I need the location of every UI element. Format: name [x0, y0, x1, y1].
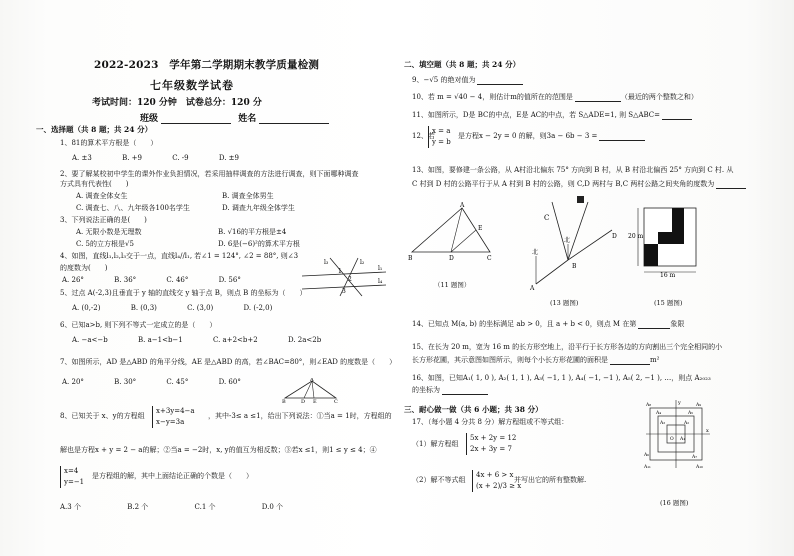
class-field	[140, 111, 329, 124]
label-l2: l₂	[360, 259, 365, 266]
segment-ae	[312, 381, 314, 398]
q8-sys2-eq2: y=−1	[64, 478, 85, 486]
q3-option-b: B. √16的平方根是±4	[218, 228, 287, 236]
label-a5: A₅	[688, 411, 694, 416]
q16-label: 的坐标为	[412, 386, 440, 394]
q10-label: 10、若 m = √40 − 4，则估计m的值所在的范围是	[412, 93, 573, 101]
marker-c-square	[577, 196, 584, 203]
section-choice-title: 一、选择题（共 8 题；共 24 分）	[36, 125, 153, 134]
section-fill-title: 二、填空题（共 8 题；共 24 分）	[404, 60, 521, 69]
q2-option-c: C. 调查七、八、九年级各100名学生	[76, 204, 190, 212]
name-label: 姓名	[238, 114, 257, 124]
q7-options	[62, 378, 269, 387]
label-a8: A₈	[646, 403, 652, 408]
q13-figure	[528, 196, 620, 292]
segment-ad	[451, 208, 462, 252]
label-l1: l₁	[378, 265, 383, 272]
q11-text	[412, 111, 692, 120]
q4-line1: 4、如图，直线l₁,l₂,l₃交于一点，直线l₄//l₁, 若∠1 = 124°, ∠2 = 88°, 则∠3	[60, 252, 299, 260]
option-b: B.2 个	[127, 503, 149, 511]
q8-options	[60, 503, 327, 512]
flower-bed-3	[644, 244, 658, 266]
label-l3: l₃	[324, 259, 329, 266]
exam-info: 考试时间：120 分钟 试卷总分：120 分	[92, 98, 262, 108]
q15-line1: 15、在长为 20 m，宽为 16 m 的长方形空地上，沿平行于长方形各边的方向割出三个完全相同的小	[412, 343, 723, 351]
q12-system	[428, 126, 451, 148]
option-a: A. 20°	[62, 378, 84, 386]
q15-line2	[412, 356, 659, 365]
label-north-a: 北	[532, 249, 539, 256]
q11-blank	[662, 112, 692, 120]
q12-rest	[458, 132, 645, 141]
q8-sys2-eq1: x=4	[64, 467, 79, 475]
label-d: D	[612, 233, 617, 240]
q3-option-a: A. 无限小数是无理数	[76, 228, 142, 236]
label-20m: 20 m	[628, 233, 644, 240]
q10-blank	[575, 94, 621, 102]
q15-figure	[628, 206, 700, 278]
q17-1-eq2: 2x + 3y = 7	[470, 445, 512, 453]
label-north-b: 北	[564, 237, 571, 244]
q2-option-d: D. 调查九年级全体学生	[222, 204, 295, 212]
option-d: D. 56°	[218, 276, 241, 284]
q16-blank	[442, 387, 488, 395]
label-b: B	[572, 263, 577, 270]
q15-label: 长方形花圃，其示意图如图所示，则每个小长方形花圃的面积是	[412, 356, 608, 364]
q2-option-a: A. 调查全体女生	[76, 192, 128, 200]
q12-label: 是方程x − 2y = 0 的解，则3a − 6b − 3 =	[458, 132, 598, 140]
label-a2: A₂	[684, 421, 690, 426]
q8-line2: 解也是方程x + y = 2 − a的解；②当a = −2时，x, y的值互为相反数；③若x ≤1，则1 ≤ y ≤ 4；④	[60, 446, 377, 454]
label-b: B	[282, 399, 286, 404]
label-d: D	[449, 255, 454, 262]
q17-2-label: （2）解不等式组	[412, 476, 466, 484]
label-a11: A₁₁	[644, 465, 651, 470]
q11-caption: （11 题图）	[434, 281, 471, 289]
option-d: D.0 个	[261, 503, 284, 511]
option-b: B. a−1<b−1	[138, 336, 183, 344]
option-c: C.1 个	[194, 503, 216, 511]
q10-text	[412, 93, 698, 102]
label-a6: A₆	[644, 453, 650, 458]
line-l3	[330, 258, 362, 296]
class-blank	[161, 114, 231, 124]
label-angle-1: 1	[338, 268, 342, 275]
q2-line1: 2、要了解某校初中学生的课外作业负担情况，若采用抽样调查的方法进行调查，则下面哪种调查	[60, 170, 359, 178]
label-e: E	[313, 399, 317, 404]
q3-option-c: C. 5的立方根是√5	[76, 240, 134, 248]
label-a10: A₁₀	[696, 465, 703, 470]
q17-1-eq1: 5x + 2y = 12	[470, 434, 517, 442]
label-16m: 16 m	[660, 272, 676, 278]
option-b: B. +9	[122, 154, 142, 162]
q13-label: C 村到 D 村的公路平行于从 A 村到 B 村的公路，则 C,D 两村与 B,C 两村公路之间夹角的度数为	[412, 180, 715, 188]
q8-system	[152, 406, 195, 428]
q17-2-eq1: 4x + 6 > x	[476, 471, 514, 479]
exam-title: 2022-2023 学年第二学期期末教学质量检测	[94, 59, 320, 71]
label-a: A	[530, 285, 535, 292]
option-a: A. ±3	[72, 154, 92, 162]
option-d: D. ±9	[218, 154, 239, 162]
q8-rest: ，其中-3≤ a ≤1，给出下列说法：①当a = 1时，方程组的	[208, 412, 392, 420]
q14-tail: 象限	[670, 320, 685, 328]
q8-eq2: x−y=3a	[156, 418, 185, 426]
q17-text: 17、（每小题 4 分共 8 分）解方程组或不等式组：	[412, 418, 569, 426]
q16-line2	[412, 386, 488, 395]
q12-eq1: x = a	[432, 127, 451, 135]
option-c: C. 45°	[166, 378, 189, 386]
option-d: D. 2a<2b	[287, 336, 322, 344]
q2-line2: 方式具有代表性( )	[60, 180, 129, 188]
option-c: C. 46°	[166, 276, 189, 284]
q5-options	[72, 304, 300, 313]
option-c: C. -9	[172, 154, 189, 162]
option-a: A. (0,-2)	[72, 304, 101, 312]
option-b: B. (0,3)	[130, 304, 157, 312]
q14-blank	[638, 321, 670, 329]
q7-text: 7、如图所示，AD 是△ABD 的角平分线，AE 是△ABD 的高，若∠BAC=80°，则∠EAD 的度数是（ ）	[60, 358, 397, 366]
segment-b-up	[568, 202, 588, 260]
label-d: D	[301, 399, 306, 404]
class-label: 班级	[140, 114, 159, 124]
q13-line2	[412, 180, 746, 189]
q12-eq2: y = b	[432, 138, 451, 146]
label-angle-2: 2	[348, 276, 352, 283]
segment-de	[451, 230, 476, 252]
flower-bed-2	[658, 232, 684, 244]
label-c: C	[544, 214, 550, 222]
q17-1-label: （1）解方程组	[412, 440, 459, 448]
label-a9: A₉	[696, 403, 702, 408]
option-d: D. 60°	[218, 378, 241, 386]
q9-label: 9、−√5 的绝对值为	[412, 76, 476, 84]
q13-blank	[716, 181, 746, 189]
q6-text: 6、已知a>b, 则下列不等式一定成立的是（ ）	[60, 321, 217, 329]
q5-text: 5、过点 A(-2,3)且垂直于 y 轴的直线交 y 轴于点 B，则点 B 的坐标为（ ）	[60, 289, 307, 297]
q4-line2: 的度数为( )	[60, 264, 108, 272]
q8-line3: 是方程组的解，其中上面结论正确的个数是（ ）	[92, 472, 253, 480]
label-x: x	[706, 428, 709, 434]
q15-blank	[610, 357, 650, 365]
label-a1: A₁	[680, 437, 686, 442]
segment-cd	[568, 230, 612, 260]
label-c: C	[487, 255, 492, 262]
q2-option-b: B. 调查全体男生	[222, 192, 274, 200]
option-b: B. 30°	[114, 378, 137, 386]
q17-2-eq2: (x + 2)/3 ≥ x	[476, 482, 522, 490]
label-a7: A₇	[692, 455, 698, 460]
q8-system2	[60, 466, 84, 488]
q15-caption: (15 题图)	[654, 299, 683, 307]
q6-options	[72, 336, 349, 345]
q17-2-tail: 并写出它的所有整数解.	[514, 476, 587, 484]
q12-blank	[599, 133, 645, 141]
option-d: D. (-2,0)	[243, 304, 273, 312]
option-c: C. (3,0)	[187, 304, 214, 312]
option-b: B. 36°	[114, 276, 137, 284]
q10-tail: （最近的两个整数之和）	[620, 93, 698, 101]
label-angle-3: 3	[342, 288, 346, 295]
exam-subtitle: 七年级数学试卷	[150, 79, 234, 92]
q14-text	[412, 320, 684, 329]
q13-caption: (13 题图)	[550, 299, 579, 307]
segment-cb	[552, 202, 571, 260]
q15-unit: m²	[650, 356, 660, 364]
label-c: C	[334, 399, 338, 404]
label-e: E	[478, 225, 483, 232]
q4-figure	[300, 256, 388, 298]
label-origin: O	[670, 437, 674, 442]
q11-label: 11、如图所示，D是 BC的中点，E是 AC的中点，若 S△ADE=1, 则 S△ABC=	[412, 111, 661, 119]
q8-eq1: x+3y=4−a	[156, 407, 195, 415]
section-solve-title: 三、耐心做一做（共 6 小题；共 38 分）	[404, 405, 543, 414]
q3-option-d: D. 6是(−6)²的算术平方根	[218, 240, 300, 248]
label-a: A	[460, 202, 465, 209]
q4-options	[62, 276, 269, 285]
option-a: A. −a<−b	[72, 336, 108, 344]
option-a: A.3 个	[60, 503, 81, 511]
q13-line1: 13、如图，要修建一条公路，从 A村沿北偏东 75° 方向到 B 村，从 B 村沿北偏西 25° 方向到 C 村. 从	[412, 166, 734, 174]
q8-intro: 8、已知关于 x、y的方程组	[60, 412, 145, 420]
line-l1	[302, 272, 386, 276]
label-a3: A₃	[660, 421, 666, 426]
label-b: B	[408, 255, 413, 262]
q9-text	[412, 76, 523, 85]
q7-figure	[282, 378, 340, 404]
option-a: A. 26°	[62, 276, 84, 284]
q11-figure	[408, 200, 494, 262]
name-blank	[259, 114, 329, 124]
option-c: C. a+2<b+2	[213, 336, 258, 344]
label-l4: l₄	[378, 278, 383, 285]
label-a4: A₄	[656, 411, 662, 416]
q16-caption: (16 题图)	[660, 499, 689, 507]
segment-ab	[536, 260, 568, 284]
q12-intro: 12、若	[412, 132, 435, 140]
q1-text: 1、81的算术平方根是（ ）	[60, 139, 158, 147]
q16-figure	[642, 398, 712, 472]
q16-line1: 16、如图，已知A₁( 1, 0 ), A₂( 1, 1 ), A₃( −1, 1 ), A₄( −1, −1 ), A₅( 2, −1 ), …，则点 A₂₀₂₃	[412, 374, 711, 382]
q17-1-system	[466, 433, 516, 455]
label-a: A	[310, 378, 314, 383]
label-y: y	[678, 400, 681, 406]
q9-blank	[477, 77, 523, 85]
q1-options	[72, 154, 267, 163]
q14-label: 14、已知点 M(a, b) 的坐标满足 ab > 0，且 a + b < 0，则点 M 在第	[412, 320, 637, 328]
q3-text: 3、下列说法正确的是( )	[60, 216, 147, 224]
